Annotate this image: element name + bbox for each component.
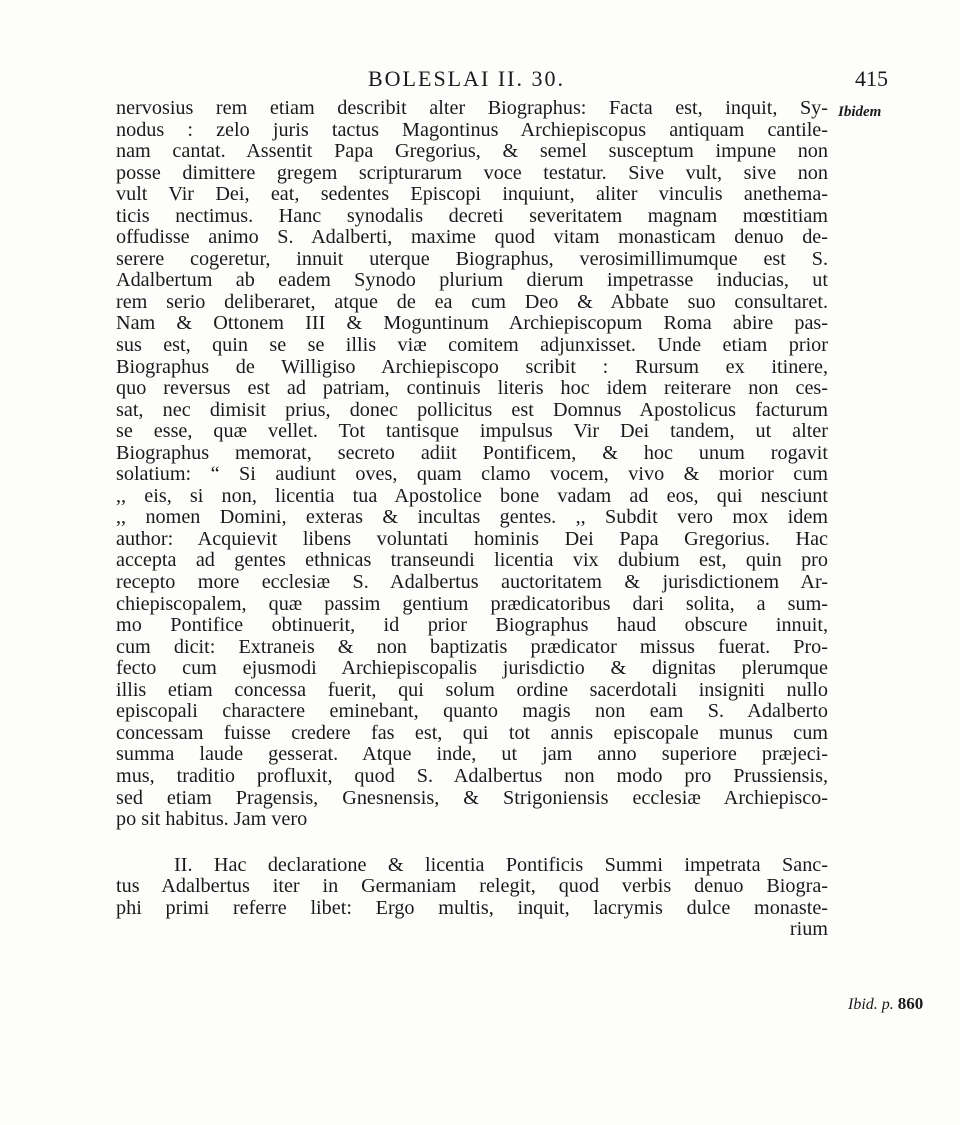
text-line: II. Hac declaratione & licentia Pontificis Summi impetrata Sanc- <box>174 854 828 876</box>
text-line: recepto more ecclesiæ S. Adalbertus auctoritatem & jurisdictionem Ar- <box>116 572 828 594</box>
text-line: Adalbertum ab eadem Synodo plurium dierum impetrasse inducias, ut <box>116 270 828 292</box>
text-line: mo Pontifice obtinuerit, id prior Biographus haud obscure innuit, <box>116 615 828 637</box>
margin-note-ibid-page <box>848 994 923 1014</box>
text-line: serere cogeretur, innuit uterque Biographus, verosimillimumque est S. <box>116 248 828 270</box>
margin-note-ibid-number: 860 <box>897 994 924 1013</box>
running-header <box>118 66 888 94</box>
text-line: fecto cum ejusmodi Archiepiscopalis jurisdictio & dignitas plerumque <box>116 658 828 680</box>
text-line: episcopali charactere eminebant, quanto magis non eam S. Adalberto <box>116 701 828 723</box>
catchword: rium <box>789 919 828 941</box>
text-line: posse dimittere gregem scripturarum voce testatur. Sive vult, sive non <box>116 162 828 184</box>
text-line: summa laude gesserat. Atque inde, ut jam anno superiore præjeci- <box>116 744 828 766</box>
text-line: mus, traditio profluxit, quod S. Adalbertus non modo pro Prussiensis, <box>116 765 828 787</box>
body-text <box>116 98 828 941</box>
text-line: nodus : zelo juris tactus Magontinus Archiepiscopus antiquam cantile- <box>116 119 828 141</box>
text-line: ,, eis, si non, licentia tua Apostolice bone vadam ad eos, qui nesciunt <box>116 485 828 507</box>
paragraph-1 <box>116 98 828 831</box>
text-line: offudisse animo S. Adalberti, maxime quod vitam monasticam denuo de- <box>116 227 828 249</box>
text-line: cum dicit: Extraneis & non baptizatis prædicator missus fuerat. Pro- <box>116 636 828 658</box>
text-line: sed etiam Pragensis, Gnesnensis, & Strigoniensis ecclesiæ Archiepisco- <box>116 787 828 809</box>
text-line: illis etiam concessa fuerit, qui solum ordine sacerdotali insigniti nullo <box>116 679 828 701</box>
text-line: rem serio deliberaret, atque de ea cum Deo & Abbate suo consultaret. <box>116 291 828 313</box>
text-line: quo reversus est ad patriam, continuis literis hoc idem reiterare non ces- <box>116 378 828 400</box>
margin-note-ibid-label: Ibid. p. <box>848 996 894 1013</box>
text-line: chiepiscopalem, quæ passim gentium prædicatoribus dari solita, a sum- <box>116 593 828 615</box>
running-title: BOLESLAI II. 30. <box>368 66 565 91</box>
text-line: Biographus memorat, secreto adiit Pontificem, & hoc unum rogavit <box>116 442 828 464</box>
text-line: phi primi referre libet: Ergo multis, inquit, lacrymis dulce monaste- <box>116 897 828 919</box>
text-line: solatium: “ Si audiunt oves, quam clamo vocem, vivo & morior cum <box>116 464 828 486</box>
text-line: accepta ad gentes ethnicas transeundi licentia vix dubium est, quin pro <box>116 550 828 572</box>
margin-note-ibidem: Ibidem <box>838 104 882 120</box>
paragraph-2 <box>116 855 828 941</box>
text-line: se esse, quæ vellet. Tot tantisque impulsus Vir Dei tandem, ut alter <box>116 421 828 443</box>
text-line: Nam & Ottonem III & Moguntinum Archiepiscopum Roma abire pas- <box>116 313 828 335</box>
text-line: ,, nomen Domini, exteras & incultas gentes. ,, Subdit vero mox idem <box>116 507 828 529</box>
page-number: 415 <box>855 66 888 91</box>
paragraph-gap <box>116 831 828 855</box>
text-line: concessam fuisse credere fas est, qui tot annis episcopale munus cum <box>116 722 828 744</box>
text-line: nam cantat. Assentit Papa Gregorius, & semel susceptum impune non <box>116 141 828 163</box>
text-line: tus Adalbertus iter in Germaniam relegit, quod verbis denuo Biogra- <box>116 876 828 898</box>
text-line: Biographus de Willigiso Archiepiscopo scribit : Rursum ex itinere, <box>116 356 828 378</box>
text-line: po sit habitus. Jam vero <box>116 809 308 831</box>
text-line: author: Acquievit libens voluntati hominis Dei Papa Gregorius. Hac <box>116 528 828 550</box>
text-line: sus est, quin se se illis viæ comitem adjunxisset. Unde etiam prior <box>116 335 828 357</box>
text-line: sat, nec dimisit prius, donec pollicitus est Domnus Apostolicus facturum <box>116 399 828 421</box>
text-line: vult Vir Dei, eat, sedentes Episcopi inquiunt, aliter vinculis anethema- <box>116 184 828 206</box>
text-line: ticis nectimus. Hanc synodalis decreti severitatem magnam mœstitiam <box>116 205 828 227</box>
text-line: nervosius rem etiam describit alter Biographus: Facta est, inquit, Sy- <box>116 98 828 119</box>
